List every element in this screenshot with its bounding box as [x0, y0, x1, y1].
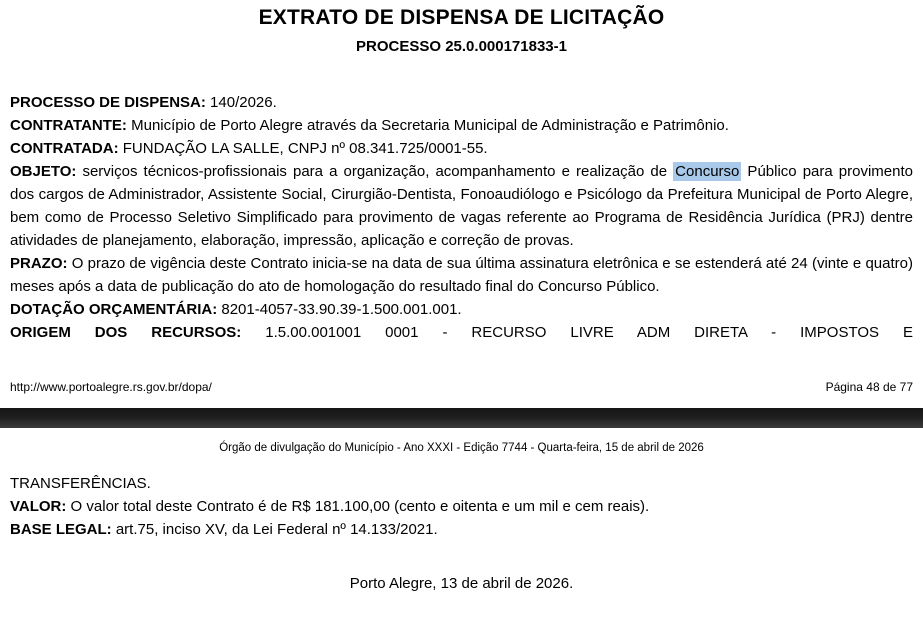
field-processo-de-dispensa: [10, 91, 913, 114]
field-valor: [10, 495, 913, 518]
contratante-label: CONTRATANTE:: [10, 117, 127, 134]
field-prazo: [10, 252, 913, 298]
footer-url: http://www.portoalegre.rs.gov.br/dopa/: [10, 380, 212, 394]
dotacao-orcamentaria-label: DOTAÇÃO ORÇAMENTÁRIA:: [10, 301, 218, 318]
prazo-label: PRAZO:: [10, 255, 68, 272]
gazette-masthead: Órgão de divulgação do Município - Ano XXXI - Edição 7744 - Quarta-feira, 15 de abril de 2026: [219, 442, 704, 454]
prazo-value: O prazo de vigência deste Contrato inicia-se na data de sua última assinatura eletrônica e se estenderá até 24 (vinte e quatro) meses após a data de publicação do ato de homologação do resultado final do Concurso Público.: [10, 255, 913, 295]
page-48-content: [0, 5, 923, 344]
base-legal-value: art.75, inciso XV, da Lei Federal nº 14.133/2021.: [111, 521, 438, 538]
contratada-value: FUNDAÇÃO LA SALLE, CNPJ nº 08.341.725/0001-55.: [118, 140, 488, 157]
field-origem-dos-recursos: [10, 321, 913, 344]
processo-de-dispensa-value: 140/2026.: [205, 94, 277, 111]
field-dotacao-orcamentaria: [10, 298, 913, 321]
continuation-line: TRANSFERÊNCIAS.: [10, 475, 151, 492]
objeto-label: OBJETO:: [10, 163, 77, 180]
dateline: Porto Alegre, 13 de abril de 2026.: [349, 575, 574, 592]
page-separator-bar: [0, 408, 923, 428]
footer-page-indicator: Página 48 de 77: [825, 380, 913, 394]
field-base-legal: [10, 518, 913, 541]
page-48-footer: [0, 380, 923, 394]
processo-de-dispensa-label: PROCESSO DE DISPENSA:: [10, 94, 206, 111]
origem-dos-recursos-label: ORIGEM DOS RECURSOS:: [10, 324, 242, 341]
search-highlighted-term: Concurso: [675, 163, 740, 180]
notice-title: EXTRATO DE DISPENSA DE LICITAÇÃO: [258, 6, 665, 29]
notice-body: [10, 91, 913, 344]
field-objeto: [10, 160, 913, 252]
dotacao-orcamentaria-value: 8201-4057-33.90.39-1.500.001.001.: [217, 301, 462, 318]
origem-dos-recursos-value: 1.5.00.001001 0001 - RECURSO LIVRE ADM DIRETA - IMPOSTOS E: [241, 324, 914, 341]
next-page-content: [0, 472, 923, 541]
field-contratada: [10, 137, 913, 160]
contratante-value: Município de Porto Alegre através da Secretaria Municipal de Administração e Patrimônio.: [126, 117, 729, 134]
valor-label: VALOR:: [10, 498, 67, 515]
objeto-value-before-highlight: serviços técnicos-profissionais para a organização, acompanhamento e realização de: [76, 163, 674, 180]
gazette-document: [0, 5, 923, 633]
contratada-label: CONTRATADA:: [10, 140, 119, 157]
base-legal-label: BASE LEGAL:: [10, 521, 112, 538]
objeto-value-after-highlight: Público para provimento dos cargos de Administrador, Assistente Social, Cirurgião-Dentista, Fonoaudiólogo e Psicólogo da Prefeitura Municipal de Porto Alegre, bem como de Processo Seletivo Simplificado para provimento de vagas referente ao Programa de Residência Jurídica (PRJ) dentre atividades de planejamento, elaboração, impressão, aplicação e correção de provas.: [10, 163, 913, 249]
valor-value: O valor total deste Contrato é de R$ 181.100,00 (cento e oitenta e um mil e cem reais).: [66, 498, 650, 515]
process-number-subtitle: PROCESSO 25.0.000171833-1: [356, 38, 567, 55]
field-contratante: [10, 114, 913, 137]
